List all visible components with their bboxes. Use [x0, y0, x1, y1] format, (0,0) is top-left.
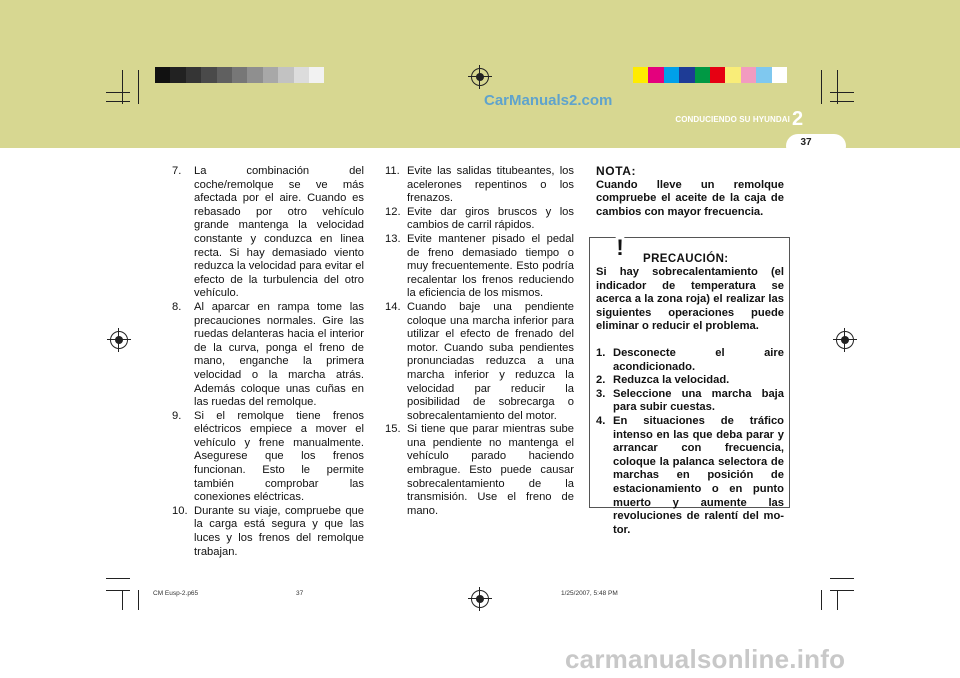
crop-mark — [122, 590, 123, 610]
registration-mark-icon — [471, 590, 489, 608]
note-section — [596, 165, 784, 219]
page-number: 37 — [800, 137, 812, 148]
crop-mark — [830, 92, 854, 93]
list-item — [172, 410, 364, 505]
caution-intro: Si hay sobrecalentamiento (el indicador de temperatura se acerca a la zona roja) el realizar las siguientes operaciones puede eliminar o reducir el problema. — [596, 266, 784, 333]
crop-mark — [830, 590, 854, 591]
color-swatch — [648, 67, 663, 83]
item-number: 2. — [596, 374, 606, 387]
color-swatch — [679, 67, 694, 83]
color-swatch — [710, 67, 725, 83]
color-swatch — [155, 67, 170, 83]
item-number: 9. — [172, 409, 182, 422]
item-number: 13. — [385, 232, 401, 245]
item-number: 3. — [596, 387, 606, 400]
color-swatch — [725, 67, 740, 83]
list-item — [385, 165, 574, 206]
list-item — [385, 301, 574, 423]
item-number: 12. — [385, 205, 401, 218]
crop-mark — [106, 101, 130, 102]
item-number: 15. — [385, 423, 401, 436]
footer-date: 1/25/2007, 5:48 PM — [561, 590, 618, 597]
chapter-title: CONDUCIENDO SU HYUNDAI — [675, 115, 790, 124]
item-number: 4. — [596, 414, 606, 427]
column-2 — [385, 165, 574, 518]
column-1 — [172, 165, 364, 559]
list-item — [172, 301, 364, 410]
item-text: En situaciones de tráfico intenso en las que deba parar y arrancar con frecuencia, coloque la palanca selectora de marchas en posición de estacionamiento o en punto muerto y aumente las revoluciones de ralentí del mo-tor. — [613, 414, 784, 536]
crop-mark — [837, 70, 838, 104]
caution-title: PRECAUCIÓN: — [643, 253, 729, 265]
warning-triangle-icon — [603, 229, 637, 259]
item-text: Si el remolque tiene frenos eléctricos empiece a mover el vehículo y frene manualmente. Asegurese que los frenos funcionan. Esto le permite también comprobar las conexiones eléctricas. — [194, 409, 364, 504]
warning-symbol: ! — [616, 235, 624, 259]
item-text: Reduzca la velocidad. — [613, 374, 730, 387]
crop-mark — [122, 70, 123, 104]
item-text: Durante su viaje, compruebe que la carga está segura y que las luces y los frenos del remolque trabajan. — [194, 504, 364, 558]
crop-mark — [138, 590, 139, 610]
color-swatch — [664, 67, 679, 83]
crop-mark — [830, 578, 854, 579]
color-swatch — [309, 67, 324, 83]
color-swatch — [741, 67, 756, 83]
color-swatch — [278, 67, 293, 83]
color-swatch — [170, 67, 185, 83]
item-text: Cuando baje una pendiente coloque una marcha inferior para utilizar el efecto de frenado del motor. Cuando suba pendientes pronunciadas reduzca a una marcha inferior y reduzca la velocidad par reducir la posibilidad de sobrecarga o sobrecalentamiento del motor. — [407, 300, 574, 422]
watermark-text: CarManuals2.com — [484, 92, 613, 109]
color-swatch — [217, 67, 232, 83]
caution-body — [596, 266, 784, 537]
item-number: 10. — [172, 504, 188, 517]
color-swatch — [186, 67, 201, 83]
item-text: Si tiene que parar mientras sube una pendiente no mantenga el vehículo parado haciendo embrague. Esto puede causar sobrecalentamiento de la transmisión. Use el freno de mano. — [407, 423, 574, 517]
item-text: Al aparcar en rampa tome las precauciones normales. Gire las ruedas delanteras hacia el interior de la curva, ponga el freno de mano, enganche la primera velocidad o la marcha atrás. Además coloque unas cuñas en las ruedas del remolque. — [194, 300, 364, 409]
item-text: Desconecte el aire acondicionado. — [613, 346, 784, 373]
caution-item — [596, 388, 784, 415]
caution-item — [596, 415, 784, 537]
list-item — [172, 505, 364, 559]
registration-mark-icon — [836, 331, 854, 349]
color-swatch — [232, 67, 247, 83]
crop-mark — [830, 101, 854, 102]
registration-mark-icon — [110, 331, 128, 349]
caution-item — [596, 374, 784, 388]
footer-filename: CM Eusp-2.p65 — [153, 590, 199, 597]
crop-mark — [138, 70, 139, 104]
item-number: 8. — [172, 300, 182, 313]
item-number: 14. — [385, 300, 401, 313]
crop-mark — [106, 590, 130, 591]
item-text: Evite mantener pisado el pedal de freno demasiado tiempo o muy frecuentemente. Esto podría recalentar los frenos reduciendo la eficiencia de los mismos. — [407, 232, 574, 300]
item-number: 1. — [596, 346, 606, 359]
crop-mark — [821, 590, 822, 610]
color-swatch — [247, 67, 262, 83]
item-text: La combinación del coche/remolque se ve más afectada por el aire. Cuando es rebasado por otro vehículo grande mantenga la velocidad constante y conduzca en linea recta. Si hay demasiado viento reduzca la velocidad para evitar el efecto de la turbulencia del otro vehículo. — [194, 165, 364, 300]
crop-mark — [106, 578, 130, 579]
item-text: Evite las salidas titubeantes, los acelerones repentinos o los frenazos. — [407, 165, 574, 205]
crop-mark — [837, 590, 838, 610]
caution-item — [596, 347, 784, 374]
footer-page: 37 — [296, 590, 304, 597]
color-swatch — [294, 67, 309, 83]
grayscale-calibration-bar — [155, 67, 324, 83]
color-swatch — [772, 67, 787, 83]
item-text: Evite dar giros bruscos y los cambios de carril rápidos. — [407, 205, 574, 232]
color-swatch — [756, 67, 771, 83]
crop-mark — [821, 70, 822, 104]
item-number: 11. — [385, 165, 400, 177]
color-swatch — [633, 67, 648, 83]
color-calibration-bar — [633, 67, 787, 83]
registration-mark-icon — [471, 68, 489, 86]
color-swatch — [695, 67, 710, 83]
chapter-number: 2 — [792, 108, 804, 130]
color-swatch — [263, 67, 278, 83]
site-watermark: carmanualsonline.info — [565, 644, 846, 674]
note-text: Cuando lleve un remolque compruebe el aceite de la caja de cambios con mayor frecuencia. — [596, 178, 784, 218]
list-item — [385, 423, 574, 518]
list-item — [172, 165, 364, 301]
crop-mark — [106, 92, 130, 93]
item-text: Seleccione una marcha baja para subir cuestas. — [613, 387, 784, 414]
note-title: NOTA: — [596, 164, 637, 178]
list-item — [385, 206, 574, 233]
list-item — [385, 233, 574, 301]
item-number: 7. — [172, 165, 182, 177]
color-swatch — [201, 67, 216, 83]
